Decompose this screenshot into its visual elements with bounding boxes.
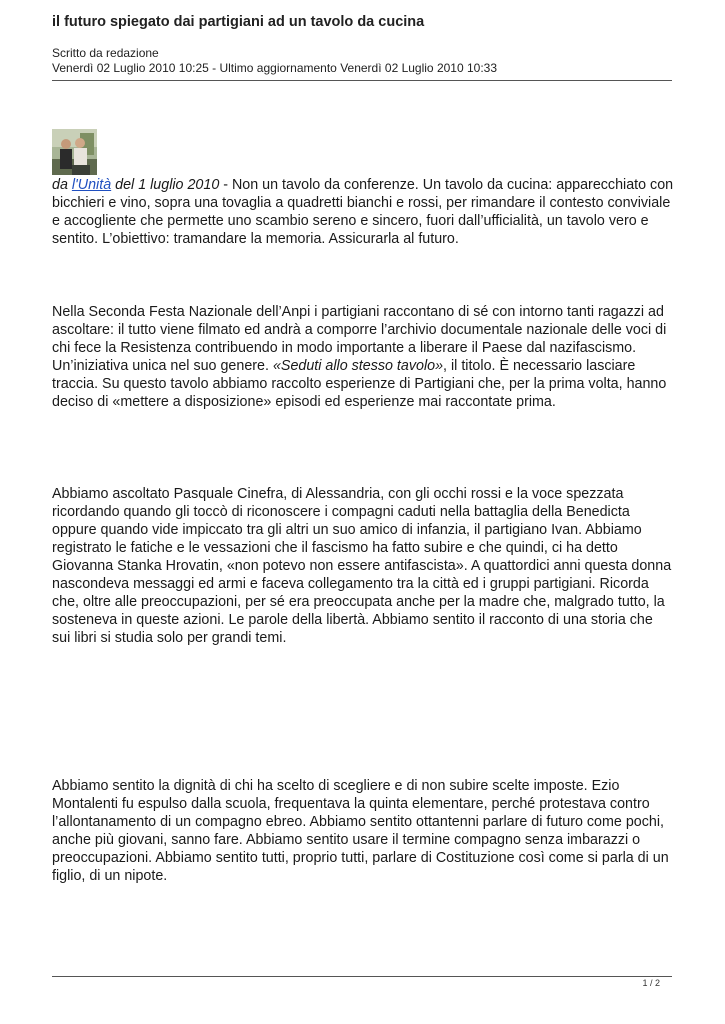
source-prefix: da	[52, 177, 72, 193]
paragraph-2-text-b: , il titolo. È necessario lasciare traccia. Su questo tavolo abbiamo raccolto esperienze di Partigiani che, per la prima volta, hanno deciso di «mettere a disposizione» episodi ed esperienze mai raccontate prima.	[52, 358, 667, 410]
paragraph-2-text-a: Nella Seconda Festa Nazionale dell’Anpi i partigiani raccontano di sé con intorno tanti ragazzi ad ascoltare: il tutto viene filmato ed andrà a comporre l’archivio documentale nazionale delle voci di chi fece la Resistenza contribuendo in modo importante a liberare il Paese dal nazifascismo. Un’iniziativa unica nel suo genere.	[52, 304, 667, 374]
event-title: «Seduti allo stesso tavolo»	[272, 358, 444, 374]
header-divider	[52, 80, 672, 81]
article-meta	[52, 46, 497, 76]
author-line: Scritto da redazione	[52, 46, 159, 60]
footer-divider	[52, 976, 672, 977]
paragraph-1-text: - Non un tavolo da conferenze. Un tavolo da cucina: apparecchiato con bicchieri e vino, sopra una tovaglia a quadretti bianchi e rossi, per rimandare il contesto conviviale e accogliente che permette uno scambio sereno e sincero, fuori dall’ufficialità, un tavolo vero e sentito. L’obiettivo: tramandare la memoria. Assicurarla al futuro.	[52, 177, 674, 247]
date-line: Venerdì 02 Luglio 2010 10:25 - Ultimo aggiornamento Venerdì 02 Luglio 2010 10:33	[52, 61, 497, 75]
paragraph-1	[52, 176, 674, 248]
paragraph-2	[52, 303, 674, 411]
source-link[interactable]: l'Unità	[71, 177, 112, 193]
paragraph-3: Abbiamo ascoltato Pasquale Cinefra, di Alessandria, con gli occhi rossi e la voce spezzata ricordando quando gli toccò di riconoscere i compagni caduti nella battaglia della Benedicta oppure quando vide impiccato tra gli altri un suo amico di infanzia, il partigiano Ivan. Abbiamo registrato le fatiche e le vessazioni che il fascismo ha fatto subire e che quindi, ci ha detto Giovanna Stanka Hrovatin, «non potevo non essere antifascista». A quattordici anni questa donna nascondeva messaggi ed armi e faceva collegamento tra la città ed i gruppi partigiani. Ricorda che, oltre alle preoccupazioni, per sé era preoccupata anche per la madre che, malgrado tutto, la sosteneva in queste azioni. Le parole della libertà. Abbiamo sentito il racconto di una storia che sui libri si studia solo per grandi temi.	[52, 486, 672, 646]
page-title: il futuro spiegato dai partigiani ad un tavolo da cucina	[52, 14, 425, 30]
page-number: 1 / 2	[642, 978, 660, 988]
article-photo	[52, 129, 97, 175]
source-date: del 1 luglio 2010	[111, 177, 220, 193]
paragraph-4: Abbiamo sentito la dignità di chi ha scelto di scegliere e di non subire scelte imposte. Ezio Montalenti fu espulso dalla scuola, frequentava la quinta elementare, perché protestava contro l’allontanamento di un compagno ebreo. Abbiamo sentito ottantenni parlare di futuro come pochi, anche più giovani, sanno fare. Abbiamo sentito usare il termine compagno senza imbarazzi o preoccupazioni. Abbiamo sentito tutti, proprio tutti, parlare di Costituzione così come si parla di un figlio, di un nipote.	[52, 778, 669, 884]
